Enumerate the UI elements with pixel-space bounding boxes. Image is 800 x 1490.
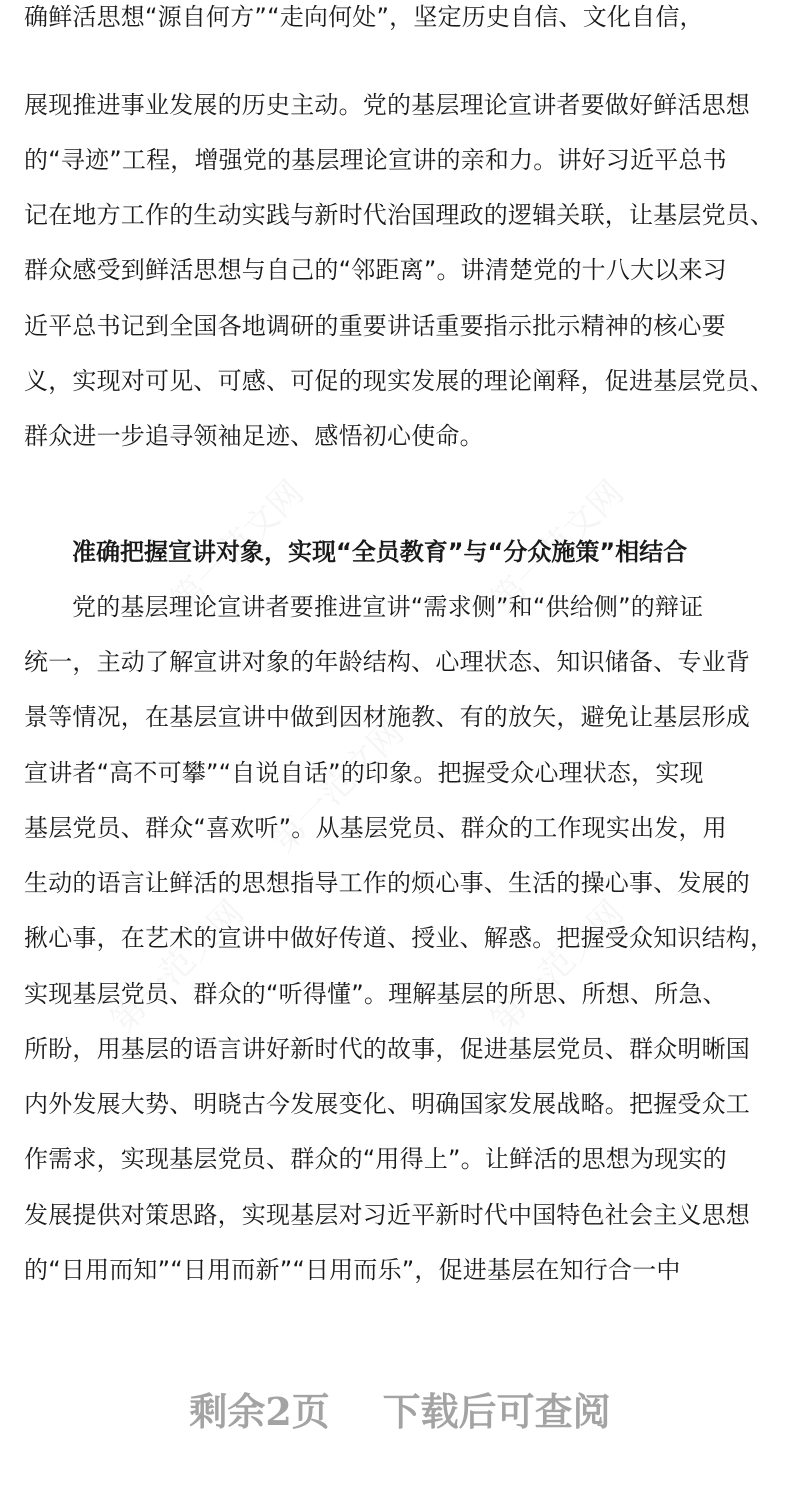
watermark: 第一范文网 [263, 712, 412, 862]
text-line: 记在地方工作的生动实践与新时代治国理政的逻辑关联，让基层党员、 [24, 201, 775, 229]
text-line: 宣讲者“高不可攀”“自说自话”的印象。把握受众心理状态，实现 [24, 759, 704, 787]
text-line: 义，实现对可见、可感、可促的现实发展的理论阐释，促进基层党员、 [24, 367, 775, 395]
text-line: 的“寻迹”工程，增强党的基层理论宣讲的亲和力。讲好习近平总书 [24, 146, 727, 174]
text-line: 展现推进事业发展的历史主动。党的基层理论宣讲者要做好鲜活思想 [24, 91, 750, 119]
remaining-pages-notice[interactable]: 剩余2页 下载后可查阅 [189, 1389, 611, 1434]
watermark: 第一范文网 [163, 472, 312, 622]
section-heading: 准确把握宣讲对象，实现“全员教育”与“分众施策”相结合 [72, 538, 688, 566]
text-line: 揪心事，在艺术的宣讲中做好传道、授业、解惑。把握受众知识结构， [24, 924, 775, 952]
text-line: 基层党员、群众“喜欢听”。从基层党员、群众的工作现实出发，用 [24, 814, 727, 842]
text-line: 发展提供对策思路，实现基层对习近平新时代中国特色社会主义思想 [24, 1201, 750, 1229]
text-line: 所盼，用基层的语言讲好新时代的故事，促进基层党员、群众明晰国 [24, 1035, 750, 1063]
text-line: 生动的语言让鲜活的思想指导工作的烦心事、生活的操心事、发展的 [24, 869, 750, 897]
text-line: 的“日用而知”“日用而新”“日用而乐”，促进基层在知行合一中 [24, 1256, 681, 1284]
text-line: 近平总书记到全国各地调研的重要讲话重要指示批示精神的核心要 [24, 312, 726, 340]
text-line: 确鲜活思想“源自何方”“走向何处”，坚定历史自信、文化自信， [24, 3, 704, 31]
text-line: 群众进一步追寻领袖足迹、感悟初心使命。 [24, 422, 484, 450]
watermark: 第一范文网 [483, 892, 632, 1042]
text-line: 内外发展大势、明晓古今发展变化、明确国家发展战略。把握受众工 [24, 1090, 750, 1118]
text-line: 群众感受到鲜活思想与自己的“邻距离”。讲清楚党的十八大以来习 [24, 256, 727, 284]
text-line: 统一，主动了解宣讲对象的年龄结构、心理状态、知识储备、专业背 [24, 648, 750, 676]
watermark: 第一范文网 [103, 892, 252, 1042]
text-line: 景等情况，在基层宣讲中做到因材施教、有的放矢，避免让基层形成 [24, 703, 750, 731]
watermark: 第一范文网 [483, 472, 632, 622]
text-line: 作需求，实现基层党员、群众的“用得上”。让鲜活的思想为现实的 [24, 1145, 727, 1173]
text-line: 实现基层党员、群众的“听得懂”。理解基层的所思、所想、所急、 [24, 980, 727, 1008]
text-line: 党的基层理论宣讲者要推进宣讲“需求侧”和“供给侧”的辩证 [72, 593, 704, 621]
